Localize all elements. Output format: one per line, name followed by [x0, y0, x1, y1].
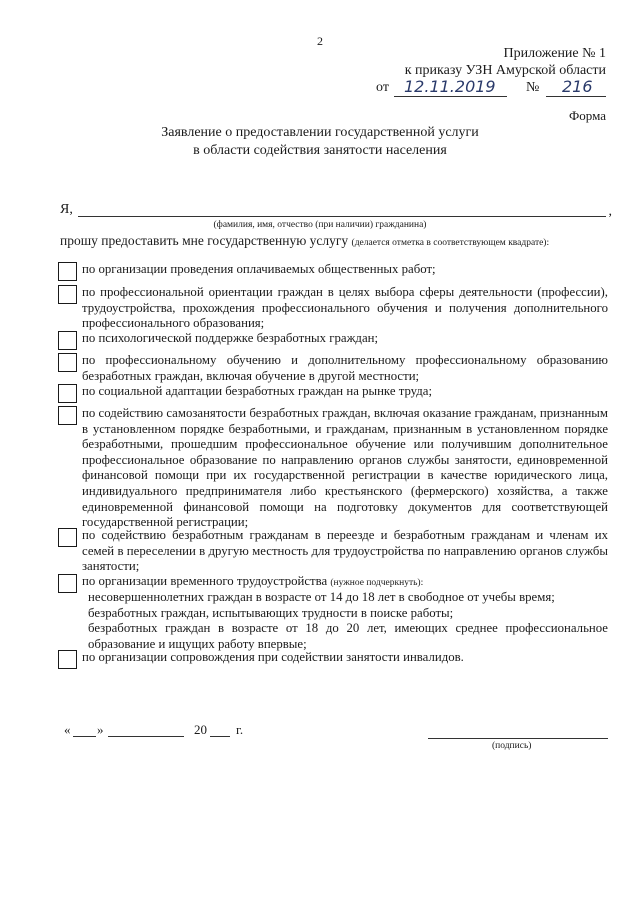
service-checkbox[interactable] [58, 285, 77, 304]
temp-employment-note: (нужное подчеркнуть): [330, 578, 424, 588]
temp-option-minors[interactable]: несовершеннолетних граждан в возрасте от 14 до 18 лет в свободное от учебы время; [88, 590, 555, 604]
title-line-1: Заявление о предоставлении государственной услуги [161, 125, 479, 140]
service-checkbox[interactable] [58, 353, 77, 372]
request-line [60, 233, 549, 249]
service-checkbox[interactable] [58, 528, 77, 547]
order-date: 12.11.2019 [404, 77, 496, 96]
title-line-2: в области содействия занятости населения [193, 143, 447, 158]
service-checkbox[interactable] [58, 574, 77, 593]
service-checkbox[interactable] [58, 650, 77, 669]
appendix-label: Приложение № 1 [503, 46, 606, 61]
page-number: 2 [317, 34, 323, 48]
request-text: прошу предоставить мне государственную услугу [60, 233, 349, 248]
document-title [0, 124, 640, 160]
temp-option-young-graduates[interactable]: безработных граждан в возрасте от 18 до 20 лет, имеющих среднее профессиональное образование и ищущих работу впервые; [88, 621, 608, 651]
form-label: Форма [569, 108, 606, 123]
order-reference: к приказу УЗН Амурской области [404, 63, 606, 78]
year-field[interactable] [210, 736, 230, 737]
number-underline [546, 96, 606, 97]
temp-employment-label: по организации временного трудоустройства [82, 574, 328, 588]
number-label: № [526, 80, 540, 95]
signature-field[interactable] [428, 738, 608, 739]
month-field[interactable] [108, 736, 184, 737]
service-label: по содействию безработным гражданам в переезде и безработным гражданам и членам их семей в переселении в другую местность для трудоустройства по направлению органов службы занятости; [82, 528, 608, 574]
service-checkbox[interactable] [58, 262, 77, 281]
service-checkbox[interactable] [58, 406, 77, 425]
day-field[interactable] [73, 736, 96, 737]
year-prefix: 20 [194, 722, 207, 737]
temp-option-difficulties[interactable]: безработных граждан, испытывающих трудности в поиске работы; [88, 606, 454, 620]
applicant-row [60, 202, 612, 222]
service-label: по организации сопровождения при содействии занятости инвалидов. [82, 650, 464, 664]
service-checkbox[interactable] [58, 331, 77, 350]
order-date-number [376, 77, 616, 100]
date-field [64, 722, 284, 742]
comma: , [608, 204, 612, 219]
order-number: 216 [562, 77, 593, 96]
service-label: по организации проведения оплачиваемых общественных работ; [82, 262, 436, 276]
from-label: от [376, 80, 389, 95]
request-note: (делается отметка в соответствующем квадрате): [351, 238, 550, 248]
year-suffix: г. [236, 722, 244, 737]
service-label: по профессиональному обучению и дополнительному профессиональному образованию безработных граждан, включая обучение в другой местности; [82, 353, 608, 383]
quote-close: » [97, 722, 104, 737]
service-label: по психологической поддержке безработных граждан; [82, 331, 379, 345]
quote-open: « [64, 722, 71, 737]
service-checkbox[interactable] [58, 384, 77, 403]
service-label: по социальной адаптации безработных граждан на рынке труда; [82, 384, 433, 398]
date-underline [394, 96, 507, 97]
signature-hint: (подпись) [492, 741, 532, 751]
ya-label: Я, [60, 202, 73, 217]
applicant-name-field[interactable] [78, 216, 606, 217]
service-label [82, 574, 608, 592]
applicant-name-hint: (фамилия, имя, отчество (при наличии) гражданина) [213, 220, 427, 230]
service-label: по содействию самозанятости безработных граждан, включая оказание гражданам, признанным в установленном порядке безработными, и гражданам, признанным в установленном порядке безработными, прошедшим профессиональное обучение или получившим дополнительное профессиональное образование по направлению органов службы занятости, единовременной финансовой помощи при их государственной регистрации в качестве юридического лица, индивидуального предпринимателя либо крестьянского (фермерского) хозяйства, а также единовременной финансовой помощи на подготовку документов для соответствующей государственной регистрации; [82, 406, 608, 530]
service-label: по профессиональной ориентации граждан в целях выбора сферы деятельности (профессии), трудоустройства, прохождения профессионального обучения и получения дополнительного профессионального образования; [82, 285, 608, 331]
